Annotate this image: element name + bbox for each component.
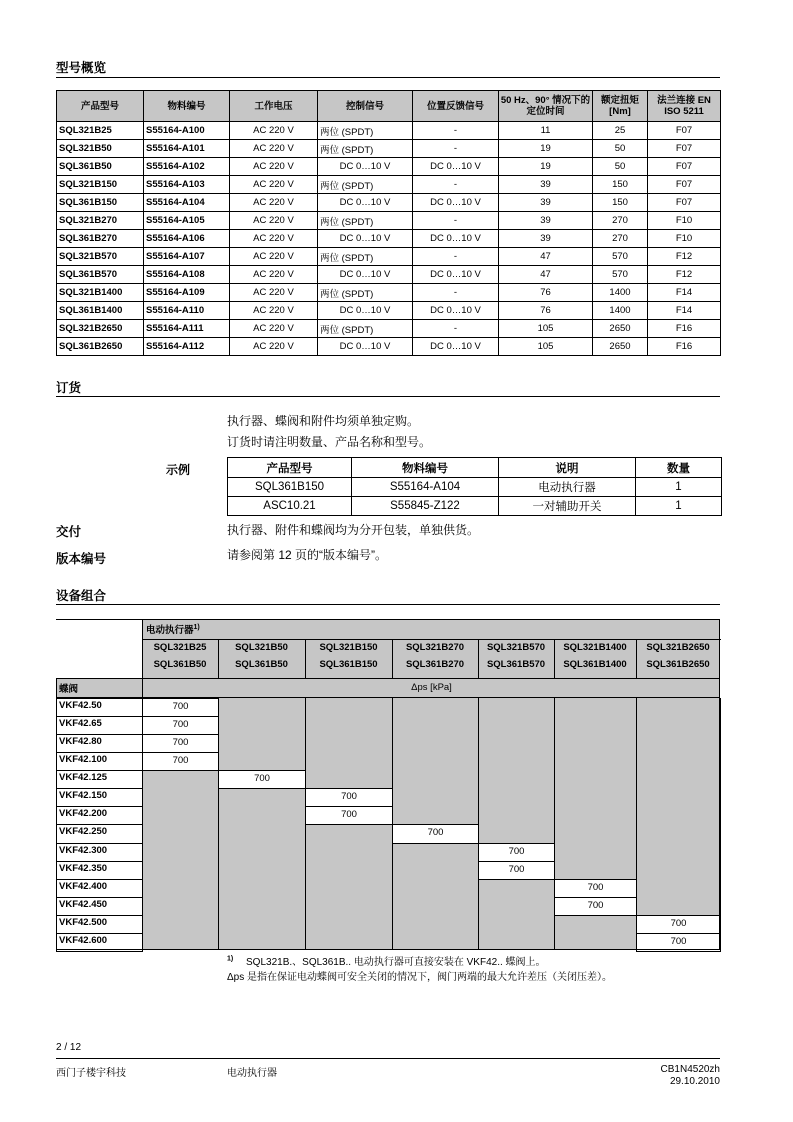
actuator-model-b: SQL361B50 xyxy=(153,659,207,670)
table-cell: DC 0…10 V xyxy=(318,230,413,248)
table-cell: F07 xyxy=(648,140,721,158)
table-cell: F07 xyxy=(648,194,721,212)
valve-model: VKF42.300 xyxy=(59,844,108,856)
table-row xyxy=(57,266,721,284)
delivery-text: 执行器、附件和蝶阀均为分开包装，单独供货。 xyxy=(227,523,480,537)
table-cell: SQL361B2650 xyxy=(57,338,144,356)
divider xyxy=(56,604,720,605)
table-cell: - xyxy=(413,176,499,194)
table-cell: S55164-A105 xyxy=(144,212,230,230)
footer-doc-id: CB1N4520zh xyxy=(660,1064,720,1075)
combination-left-border xyxy=(56,678,57,950)
table-cell: 19 xyxy=(499,140,593,158)
divider xyxy=(56,396,720,397)
table-cell: 25 xyxy=(593,122,648,140)
table-row xyxy=(57,140,721,158)
table-row xyxy=(57,230,721,248)
table-cell: 两位 (SPDT) xyxy=(318,140,413,158)
footnote-mark: 1) xyxy=(227,955,234,963)
table-cell: AC 220 V xyxy=(230,302,318,320)
table-cell: DC 0…10 V xyxy=(318,194,413,212)
actuator-header-text: 电动执行器 xyxy=(146,625,194,636)
pressure-value: 700 xyxy=(142,734,219,753)
table-header-row xyxy=(228,458,722,478)
actuator-model-a: SQL321B2650 xyxy=(646,642,710,653)
table-row xyxy=(57,248,721,266)
actuator-model-b: SQL361B1400 xyxy=(563,659,627,670)
table-cell: S55164-A112 xyxy=(144,338,230,356)
table-cell: AC 220 V xyxy=(230,122,318,140)
pressure-value: 700 xyxy=(554,879,637,898)
table-cell: 1400 xyxy=(593,302,648,320)
table-row xyxy=(57,320,721,338)
table-cell: 39 xyxy=(499,176,593,194)
table-cell: AC 220 V xyxy=(230,194,318,212)
pressure-value: 700 xyxy=(636,933,721,952)
actuator-model-b: SQL361B570 xyxy=(486,659,546,670)
table-cell: F16 xyxy=(648,320,721,338)
pressure-value: 700 xyxy=(218,770,306,789)
footer-product: 电动执行器 xyxy=(227,1068,277,1079)
valve-model: VKF42.150 xyxy=(59,790,108,802)
table-cell: F14 xyxy=(648,302,721,320)
ordering-title: 订货 xyxy=(56,381,82,395)
actuator-model-b: SQL361B2650 xyxy=(646,659,710,670)
table-row xyxy=(57,212,721,230)
table-row xyxy=(57,284,721,302)
table-cell: F07 xyxy=(648,158,721,176)
footnote-2: Δps 是指在保证电动蝶阀可安全关闭的情况下，阀门两端的最大允许差压（关闭压差）。 xyxy=(227,972,613,983)
table-cell: 270 xyxy=(593,212,648,230)
table-row xyxy=(57,122,721,140)
table-cell: 两位 (SPDT) xyxy=(318,176,413,194)
table-cell: 两位 (SPDT) xyxy=(318,212,413,230)
table-row xyxy=(57,176,721,194)
valve-model: VKF42.200 xyxy=(59,808,108,820)
table-cell: DC 0…10 V xyxy=(413,338,499,356)
example-label: 示例 xyxy=(166,463,191,477)
actuator-model-a: SQL321B50 xyxy=(235,642,288,653)
table-cell: DC 0…10 V xyxy=(318,338,413,356)
table-cell: DC 0…10 V xyxy=(413,230,499,248)
table-cell: DC 0…10 V xyxy=(318,158,413,176)
table-cell: 11 xyxy=(499,122,593,140)
table-cell: ASC10.21 xyxy=(228,497,352,516)
table-cell: DC 0…10 V xyxy=(318,302,413,320)
valve-model: VKF42.80 xyxy=(59,736,102,748)
table-header-row xyxy=(57,91,721,122)
valve-model: VKF42.125 xyxy=(59,772,108,784)
table-cell: DC 0…10 V xyxy=(413,266,499,284)
table-cell: 570 xyxy=(593,266,648,284)
table-cell: 150 xyxy=(593,194,648,212)
table-cell: DC 0…10 V xyxy=(413,158,499,176)
header-cell: 50 Hz、90° 情况下的定位时间 xyxy=(499,91,593,122)
footnote-1 xyxy=(227,953,546,968)
ordering-line-2: 订货时请注明数量、产品名称和型号。 xyxy=(227,435,432,449)
table-cell: 电动执行器 xyxy=(499,478,636,497)
header-cell: 工作电压 xyxy=(230,91,318,122)
table-cell: 50 xyxy=(593,158,648,176)
table-cell: - xyxy=(413,284,499,302)
valve-model: VKF42.100 xyxy=(59,754,108,766)
pressure-value: 700 xyxy=(142,698,219,717)
table-cell: 270 xyxy=(593,230,648,248)
table-cell: F16 xyxy=(648,338,721,356)
table-row xyxy=(57,194,721,212)
ordering-line-1: 执行器、蝶阀和附件均须单独定购。 xyxy=(227,414,420,428)
table-cell: F12 xyxy=(648,248,721,266)
table-cell: SQL361B50 xyxy=(57,158,144,176)
table-cell: 47 xyxy=(499,248,593,266)
table-cell: DC 0…10 V xyxy=(318,266,413,284)
table-cell: 两位 (SPDT) xyxy=(318,248,413,266)
table-cell: - xyxy=(413,122,499,140)
table-cell: S55164-A104 xyxy=(352,478,499,497)
table-cell: - xyxy=(413,140,499,158)
example-table xyxy=(227,457,722,516)
pressure-value: 700 xyxy=(305,788,393,807)
valve-model: VKF42.600 xyxy=(59,934,108,946)
table-cell: AC 220 V xyxy=(230,212,318,230)
actuator-model-b: SQL361B270 xyxy=(405,659,465,670)
valve-model: VKF42.65 xyxy=(59,718,102,730)
model-overview-table xyxy=(56,90,721,356)
table-cell: SQL321B270 xyxy=(57,212,144,230)
table-cell: SQL321B50 xyxy=(57,140,144,158)
valve-header: 蝶阀 xyxy=(59,684,79,695)
table-cell: 47 xyxy=(499,266,593,284)
footer-date: 29.10.2010 xyxy=(669,1076,720,1087)
table-cell: 2650 xyxy=(593,338,648,356)
table-cell: SQL321B570 xyxy=(57,248,144,266)
table-cell: AC 220 V xyxy=(230,338,318,356)
valve-model: VKF42.50 xyxy=(59,700,102,711)
table-cell: SQL321B2650 xyxy=(57,320,144,338)
valve-model: VKF42.250 xyxy=(59,826,108,838)
table-cell: S55164-A104 xyxy=(144,194,230,212)
footer-divider xyxy=(56,1058,720,1059)
pressure-value: 700 xyxy=(392,824,479,843)
table-cell: 1400 xyxy=(593,284,648,302)
table-row xyxy=(228,497,722,516)
table-cell: SQL361B150 xyxy=(57,194,144,212)
pressure-value: 700 xyxy=(142,752,219,771)
table-cell: S55164-A111 xyxy=(144,320,230,338)
valve-model: VKF42.500 xyxy=(59,916,108,928)
table-cell: 39 xyxy=(499,194,593,212)
actuator-model-b: SQL361B50 xyxy=(235,659,288,670)
table-cell: AC 220 V xyxy=(230,248,318,266)
table-cell: F14 xyxy=(648,284,721,302)
unit-label: Δps [kPa] xyxy=(143,678,720,698)
table-cell: F10 xyxy=(648,230,721,248)
table-cell: F12 xyxy=(648,266,721,284)
header-cell: 说明 xyxy=(499,458,636,478)
table-cell: AC 220 V xyxy=(230,176,318,194)
table-cell: 105 xyxy=(499,320,593,338)
pressure-value: 700 xyxy=(142,716,219,735)
actuator-model-a: SQL321B270 xyxy=(405,642,465,653)
table-cell: 2650 xyxy=(593,320,648,338)
table-cell: - xyxy=(413,248,499,266)
table-cell: 一对辅助开关 xyxy=(499,497,636,516)
table-cell: S55164-A110 xyxy=(144,302,230,320)
table-cell: SQL321B25 xyxy=(57,122,144,140)
table-cell: AC 220 V xyxy=(230,230,318,248)
footer-company: 西门子楼宇科技 xyxy=(56,1068,126,1079)
table-cell: AC 220 V xyxy=(230,266,318,284)
table-cell: DC 0…10 V xyxy=(413,302,499,320)
table-cell: 两位 (SPDT) xyxy=(318,122,413,140)
valve-model: VKF42.450 xyxy=(59,898,108,910)
table-cell: S55164-A106 xyxy=(144,230,230,248)
actuator-model-a: SQL321B570 xyxy=(486,642,546,653)
delivery-title: 交付 xyxy=(56,525,82,539)
header-cell: 控制信号 xyxy=(318,91,413,122)
table-cell: - xyxy=(413,212,499,230)
valve-model: VKF42.400 xyxy=(59,880,108,892)
header-cell: 产品型号 xyxy=(228,458,352,478)
table-cell: 50 xyxy=(593,140,648,158)
divider xyxy=(56,77,720,78)
actuator-model-a: SQL321B1400 xyxy=(563,642,627,653)
table-cell: SQL361B1400 xyxy=(57,302,144,320)
revision-title: 版本编号 xyxy=(56,552,107,566)
table-cell: S55164-A101 xyxy=(144,140,230,158)
table-cell: S55164-A103 xyxy=(144,176,230,194)
table-cell: 39 xyxy=(499,230,593,248)
pressure-value: 700 xyxy=(636,915,721,934)
combination-outer-border xyxy=(56,619,720,950)
table-cell: 两位 (SPDT) xyxy=(318,320,413,338)
revision-text: 请参阅第 12 页的“版本编号”。 xyxy=(227,548,388,562)
header-cell: 位置反馈信号 xyxy=(413,91,499,122)
pressure-value: 700 xyxy=(478,861,555,880)
table-cell: 76 xyxy=(499,284,593,302)
table-cell: SQL361B570 xyxy=(57,266,144,284)
header-cell: 产品型号 xyxy=(57,91,144,122)
table-cell: SQL321B1400 xyxy=(57,284,144,302)
actuator-model-b: SQL361B150 xyxy=(319,659,378,670)
table-row xyxy=(228,478,722,497)
actuator-model-a: SQL321B25 xyxy=(153,642,207,653)
table-cell: AC 220 V xyxy=(230,158,318,176)
pressure-value: 700 xyxy=(478,843,555,862)
table-cell: S55164-A107 xyxy=(144,248,230,266)
table-row xyxy=(57,338,721,356)
header-cell: 物料编号 xyxy=(352,458,499,478)
table-cell: S55164-A108 xyxy=(144,266,230,284)
table-cell: AC 220 V xyxy=(230,140,318,158)
table-cell: 1 xyxy=(636,478,722,497)
table-cell: SQL321B150 xyxy=(57,176,144,194)
footnote-1-text: SQL321B.、SQL361B.. 电动执行器可直接安装在 VKF42.. 蝶阀上。 xyxy=(246,957,546,968)
combination-table xyxy=(56,619,720,950)
actuator-model-a: SQL321B150 xyxy=(319,642,378,653)
footnote-mark: 1) xyxy=(193,623,200,631)
table-cell: S55164-A100 xyxy=(144,122,230,140)
table-cell: SQL361B150 xyxy=(228,478,352,497)
valve-model: VKF42.350 xyxy=(59,862,108,874)
header-cell: 物料编号 xyxy=(144,91,230,122)
overview-title: 型号概览 xyxy=(56,61,107,75)
header-cell: 额定扭矩 [Nm] xyxy=(593,91,648,122)
table-cell: 1 xyxy=(636,497,722,516)
table-cell: S55164-A109 xyxy=(144,284,230,302)
table-cell: DC 0…10 V xyxy=(413,194,499,212)
table-cell: - xyxy=(413,320,499,338)
table-cell: 105 xyxy=(499,338,593,356)
table-row xyxy=(57,158,721,176)
table-cell: F10 xyxy=(648,212,721,230)
combination-title: 设备组合 xyxy=(56,589,107,603)
table-cell: F07 xyxy=(648,122,721,140)
table-cell: S55845-Z122 xyxy=(352,497,499,516)
table-cell: AC 220 V xyxy=(230,320,318,338)
table-cell: F07 xyxy=(648,176,721,194)
table-cell: 570 xyxy=(593,248,648,266)
table-cell: 39 xyxy=(499,212,593,230)
table-cell: 两位 (SPDT) xyxy=(318,284,413,302)
table-cell: AC 220 V xyxy=(230,284,318,302)
table-cell: SQL361B270 xyxy=(57,230,144,248)
table-cell: 76 xyxy=(499,302,593,320)
table-row xyxy=(57,302,721,320)
table-cell: S55164-A102 xyxy=(144,158,230,176)
pressure-value: 700 xyxy=(305,806,393,825)
header-cell: 数量 xyxy=(636,458,722,478)
table-cell: 150 xyxy=(593,176,648,194)
page-number: 2 / 12 xyxy=(56,1042,82,1053)
pressure-value: 700 xyxy=(554,897,637,916)
header-cell: 法兰连接 EN ISO 5211 xyxy=(648,91,721,122)
table-cell: 19 xyxy=(499,158,593,176)
